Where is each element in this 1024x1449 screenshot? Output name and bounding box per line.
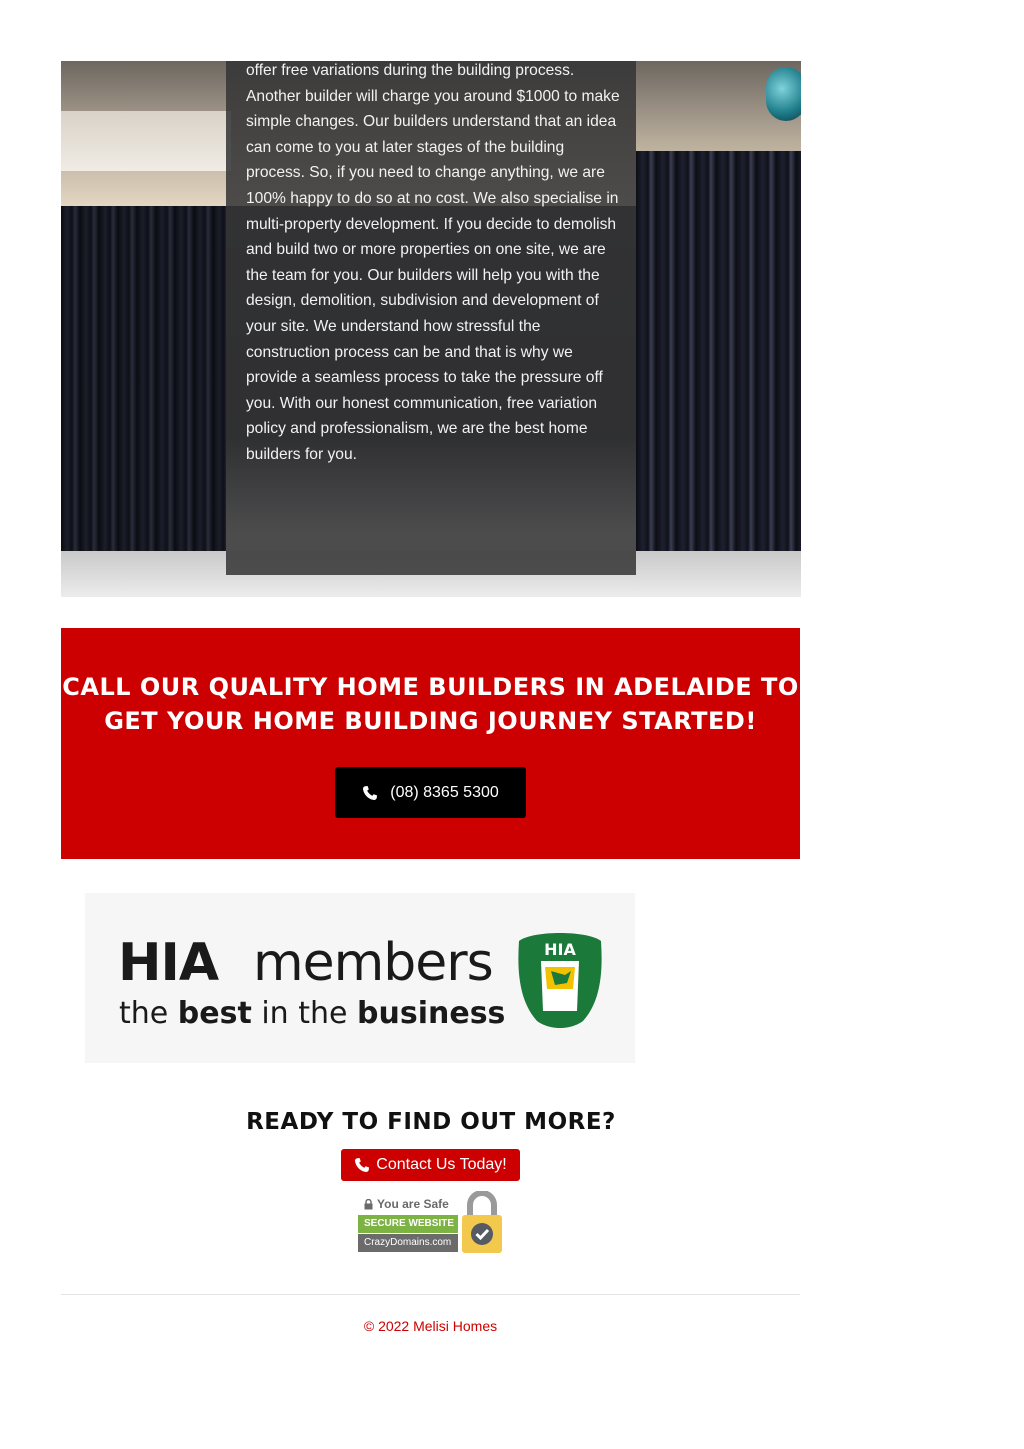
footer-divider [61,1294,800,1295]
copyright-text: © 2022 Melisi Homes [363,1318,498,1334]
hia-members-word: members [253,933,493,993]
ready-heading: READY TO FIND OUT MORE? [246,1109,616,1135]
tagline-bold-best: best [177,996,252,1031]
tagline-bold-business: business [357,996,506,1031]
provider-label: CrazyDomains.com [358,1234,458,1252]
hia-tagline [119,996,505,1032]
phone-button[interactable] [335,767,526,818]
cta-heading: CALL OUR QUALITY HOME BUILDERS IN ADELAIDE TO GET YOUR HOME BUILDING JOURNEY STARTED! [62,673,799,735]
lock-icon [364,1199,373,1210]
tagline-part-2: in the [251,996,358,1031]
phone-number-label: (08) 8365 5300 [390,783,499,801]
safe-line [364,1197,449,1211]
cabinet-right-background [636,151,801,556]
safe-text: You are Safe [377,1197,449,1211]
tagline-part-1: the [119,996,178,1031]
decorative-bowl [766,67,801,121]
contact-us-button[interactable] [341,1149,520,1181]
svg-text:HIA: HIA [544,940,576,959]
phone-icon [362,785,378,801]
call-to-action-band [61,628,800,859]
hia-wordmark: HIA [118,933,219,993]
padlock-check-icon [460,1191,504,1255]
hero-paragraph: offer free variations during the building process. Another builder will charge you around $1000 to make simple changes. Our builders understand that an idea can come to you at later stages of the building process. So, if you need to change anything, we are 100% happy to do so at no cost. We also specialise in multi-property development. If you decide to demolish and build two or more properties on one site, we are the team for you. Our builders will help you with the design, demolition, subdivision and development of your site. We understand how stressful the construction process can be and that is why we provide a seamless process to take the pressure off you. With our honest communication, free variation policy and professionalism, we are the best home builders for you. [246,62,620,463]
hia-shield-logo-icon [515,931,605,1029]
hia-members-banner [85,893,635,1063]
kitchen-shelf-background [61,111,231,171]
phone-icon [354,1157,370,1173]
contact-button-label: Contact Us Today! [376,1156,507,1173]
cabinet-left-background [61,206,226,556]
hero-section [61,61,801,597]
secure-website-label: SECURE WEBSITE [358,1215,458,1233]
secure-website-badge[interactable] [358,1191,504,1255]
